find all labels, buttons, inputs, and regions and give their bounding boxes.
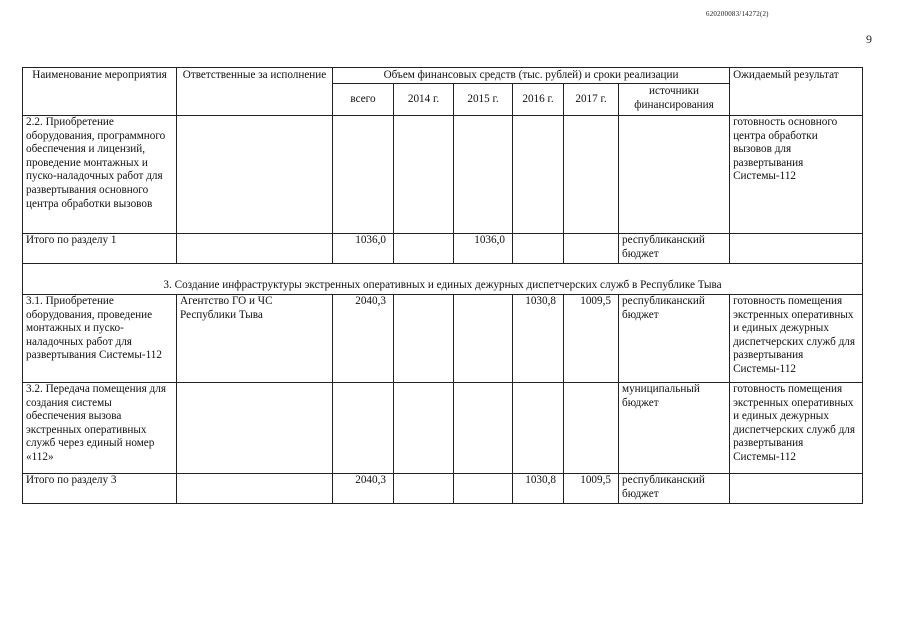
page-number: 9 [866,32,872,46]
row-name: Итого по разделу 3 [23,474,177,504]
row-name: 2.2. Приобретение оборудования, программного обеспечения и лицензий, проведение монтажных и пуско-наладочных работ для развертывания основного центра обработки вызовов [23,116,177,234]
table-row-subtotal-3 [23,474,863,504]
row-total: 2040,3 [333,474,394,504]
row-2017: 1009,5 [564,295,619,383]
row-total: 2040,3 [333,295,394,383]
row-total [333,383,394,474]
row-2017: 1009,5 [564,474,619,504]
section-title: 3. Создание инфраструктуры экстренных оперативных и единых дежурных диспетчерских служб в Республике Тыва [23,264,863,295]
row-name: Итого по разделу 1 [23,234,177,264]
table-row-section-3 [23,264,863,295]
header-responsible: Ответственные за исполнение [177,68,333,116]
row-responsible [177,383,333,474]
row-responsible [177,234,333,264]
row-2015: 1036,0 [454,234,513,264]
row-2014 [394,234,454,264]
row-result [730,474,863,504]
row-2014 [394,116,454,234]
row-2016 [513,383,564,474]
row-2016: 1030,8 [513,474,564,504]
row-responsible: Агентство ГО и ЧС Республики Тыва [177,295,333,383]
row-source [619,116,730,234]
header-2015: 2015 г. [454,84,513,116]
row-result: готовность основного центра обработки вызовов для развертывания Системы-112 [730,116,863,234]
row-2016 [513,234,564,264]
header-total: всего [333,84,394,116]
row-source: республиканский бюджет [619,474,730,504]
row-name: 3.1. Приобретение оборудования, проведение монтажных и пуско-наладочных работ для развертывания Системы-112 [23,295,177,383]
header-2016: 2016 г. [513,84,564,116]
header-2017: 2017 г. [564,84,619,116]
table-row-3-2 [23,383,863,474]
document-id: 620200083/14272(2) [706,10,769,18]
table-row-2-2 [23,116,863,234]
row-result: готовность помещения экстренных оперативных и единых дежурных диспетчерских служб для развертывания Системы-112 [730,295,863,383]
row-2015 [454,295,513,383]
row-result [730,234,863,264]
row-2016: 1030,8 [513,295,564,383]
row-name: 3.2. Передача помещения для создания системы обеспечения вызова экстренных оперативных служб через единый номер «112» [23,383,177,474]
program-table [22,67,863,504]
row-source: республиканский бюджет [619,295,730,383]
table-row-3-1 [23,295,863,383]
table-row-subtotal-1 [23,234,863,264]
row-2014 [394,383,454,474]
header-name: Наименование мероприятия [23,68,177,116]
row-result: готовность помещения экстренных оперативных и единых дежурных диспетчерских служб для развертывания Системы-112 [730,383,863,474]
header-2014: 2014 г. [394,84,454,116]
row-responsible [177,116,333,234]
row-2017 [564,116,619,234]
row-2014 [394,474,454,504]
row-2015 [454,474,513,504]
row-total: 1036,0 [333,234,394,264]
row-2015 [454,116,513,234]
header-sources: источники финансирования [619,84,730,116]
header-expected-result: Ожидаемый результат [730,68,863,116]
row-2017 [564,383,619,474]
row-source: республиканский бюджет [619,234,730,264]
row-2016 [513,116,564,234]
row-2015 [454,383,513,474]
row-source: муниципальный бюджет [619,383,730,474]
row-responsible [177,474,333,504]
header-funding-group: Объем финансовых средств (тыс. рублей) и сроки реализации [333,68,730,84]
row-total [333,116,394,234]
row-2014 [394,295,454,383]
row-2017 [564,234,619,264]
